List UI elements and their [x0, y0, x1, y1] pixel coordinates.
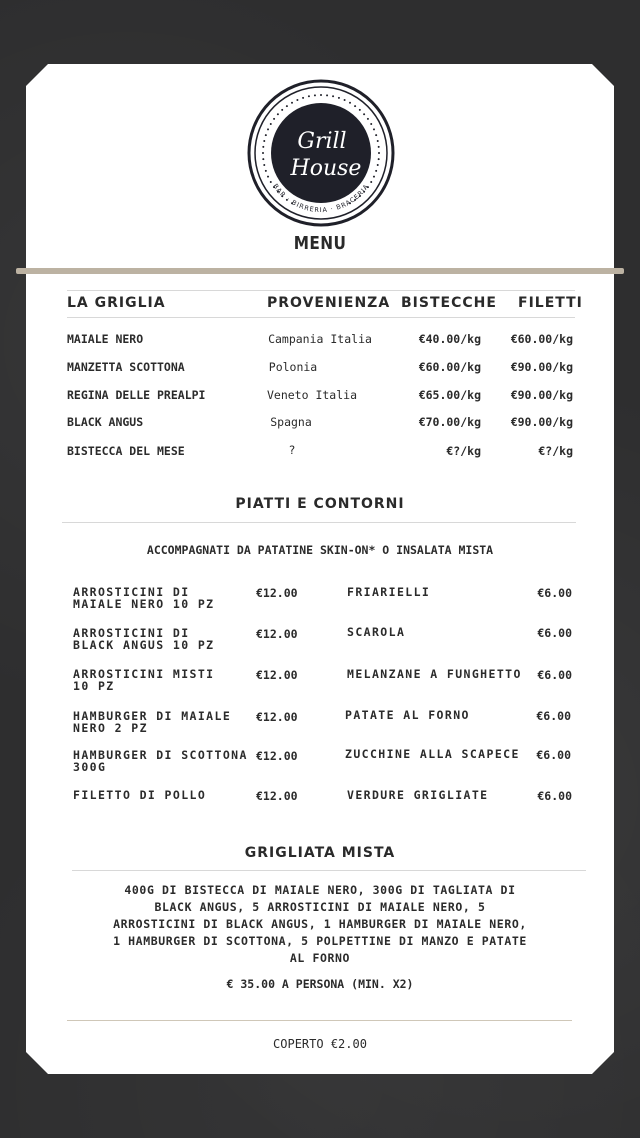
logo-dot: [270, 181, 272, 183]
row-bistecche: €60.00/kg: [418, 360, 481, 374]
row-origin: Spagna: [270, 415, 312, 429]
logo-dot: [281, 109, 283, 111]
logo-dot: [326, 94, 328, 96]
logo-dot: [263, 140, 265, 142]
grill-house-logo: [246, 78, 396, 228]
dish-name: ARROSTICINI DI MAIALE NERO 10 PZ: [73, 585, 215, 611]
row-filetti: €90.00/kg: [510, 360, 573, 374]
logo-dot: [308, 95, 310, 97]
logo-dot: [320, 94, 322, 96]
row-origin: ?: [288, 443, 296, 457]
logo-dot: [263, 164, 265, 166]
griglia-header-filetti: FILETTI: [518, 295, 583, 311]
dish-name: HAMBURGER DI SCOTTONA 300G: [73, 748, 248, 774]
griglia-header-origin: PROVENIENZA: [267, 295, 391, 311]
dish-price: €12.00: [256, 749, 298, 763]
logo-dot: [273, 118, 275, 120]
row-filetti: €90.00/kg: [510, 415, 573, 429]
logo-name-line2: House: [290, 156, 362, 181]
row-origin: Veneto Italia: [266, 388, 357, 402]
logo-dot: [359, 109, 361, 111]
row-origin: Campania Italia: [268, 332, 372, 346]
dish-price: €12.00: [256, 586, 298, 600]
dish-price: €6.00: [537, 626, 572, 640]
dish-name: FRIARIELLI: [347, 585, 431, 599]
dish-price: €6.00: [537, 789, 572, 803]
logo-dot: [270, 123, 272, 125]
logo-dot: [373, 176, 375, 178]
row-filetti: €?/kg: [538, 444, 573, 458]
row-bistecche: €40.00/kg: [418, 332, 481, 346]
dish-price: €12.00: [256, 668, 298, 682]
menu-title: MENU: [293, 233, 347, 254]
grigliata-title: GRIGLIATA MISTA: [244, 845, 396, 861]
row-name: REGINA DELLE PREALPI: [67, 388, 206, 402]
piatti-title: PIATTI E CONTORNI: [235, 496, 405, 512]
row-origin: Polonia: [268, 360, 318, 374]
logo-dot: [277, 113, 279, 115]
dish-price: €12.00: [256, 789, 298, 803]
row-name: MAIALE NERO: [67, 332, 144, 346]
grigliata-description: 400G DI BISTECCA DI MAIALE NERO, 300G DI TAGLIATA DI BLACK ANGUS, 5 ARROSTICINI DI MAIALE NERO, 5 ARROSTICINI DI BLACK ANGUS, 1 HAMBURGER DI MAIALE NERO, 1 HAMBURGER DI SCOTTONA, 5 POLPETTINE DI MANZO E PATATE AL FORNO: [113, 883, 527, 965]
logo-dot: [265, 134, 267, 136]
dish-name: ZUCCHINE ALLA SCAPECE: [345, 747, 520, 761]
logo-dot: [286, 105, 288, 107]
logo-dot: [262, 152, 264, 154]
logo-ring-text: BAR · BIRRERIA · BRACERIA: [271, 182, 371, 215]
griglia-header-rule: [67, 317, 575, 318]
dish-price: €6.00: [537, 668, 572, 682]
logo-dot: [296, 99, 298, 101]
dish-name: ARROSTICINI DI BLACK ANGUS 10 PZ: [73, 626, 215, 652]
logo-dot: [378, 152, 380, 154]
logo-dot: [377, 164, 379, 166]
dish-name: FILETTO DI POLLO: [73, 788, 207, 802]
logo-dot: [291, 102, 293, 104]
piatti-note: ACCOMPAGNATI DA PATATINE SKIN-ON* O INSALATA MISTA: [146, 543, 494, 557]
logo-name-line1: Grill: [297, 129, 347, 154]
logo-dot: [267, 128, 269, 130]
logo-dot: [265, 170, 267, 172]
piatti-rule: [62, 522, 576, 523]
logo-dot: [344, 99, 346, 101]
row-filetti: €60.00/kg: [510, 332, 573, 346]
logo-dot: [302, 97, 304, 99]
logo-dot: [338, 97, 340, 99]
row-bistecche: €70.00/kg: [418, 415, 481, 429]
logo-dot: [378, 146, 380, 148]
logo-dot: [354, 105, 356, 107]
logo-dot: [373, 128, 375, 130]
grigliata-price: € 35.00 A PERSONA (MIN. X2): [226, 977, 414, 991]
dish-name: VERDURE GRIGLIATE: [347, 788, 489, 802]
dish-price: €6.00: [536, 748, 571, 762]
row-name: BISTECCA DEL MESE: [67, 444, 185, 458]
griglia-top-rule: [67, 290, 575, 291]
logo-dot: [262, 146, 264, 148]
dish-name: PATATE AL FORNO: [345, 708, 470, 722]
griglia-header-name: LA GRIGLIA: [67, 295, 166, 311]
logo-dot: [349, 102, 351, 104]
row-bistecche: €65.00/kg: [418, 388, 481, 402]
dish-price: €6.00: [537, 586, 572, 600]
dish-price: €6.00: [536, 709, 571, 723]
dish-name: SCAROLA: [347, 625, 406, 639]
logo-dot: [332, 95, 334, 97]
dish-name: ARROSTICINI MISTI 10 PZ: [73, 667, 215, 693]
logo-dot: [314, 94, 316, 96]
dish-name: HAMBURGER DI MAIALE NERO 2 PZ: [73, 709, 232, 735]
logo-dot: [375, 134, 377, 136]
logo-dot: [363, 113, 365, 115]
row-name: BLACK ANGUS: [67, 415, 144, 429]
row-bistecche: €?/kg: [446, 444, 481, 458]
logo-dot: [262, 158, 264, 160]
logo-dot: [267, 176, 269, 178]
logo-dot: [375, 170, 377, 172]
logo-dot: [370, 181, 372, 183]
logo-dot: [367, 118, 369, 120]
dish-name: MELANZANE A FUNGHETTO: [347, 667, 522, 681]
footer-rule: [67, 1020, 572, 1021]
dish-price: €12.00: [256, 710, 298, 724]
coperto-text: COPERTO €2.00: [273, 1037, 367, 1051]
logo-dot: [377, 140, 379, 142]
griglia-header-bistecche: BISTECCHE: [401, 295, 497, 311]
header-divider-band: [16, 268, 624, 274]
row-name: MANZETTA SCOTTONA: [67, 360, 185, 374]
grigliata-rule: [72, 870, 586, 871]
dish-price: €12.00: [256, 627, 298, 641]
logo-dot: [378, 158, 380, 160]
row-filetti: €90.00/kg: [510, 388, 573, 402]
logo-dot: [370, 123, 372, 125]
